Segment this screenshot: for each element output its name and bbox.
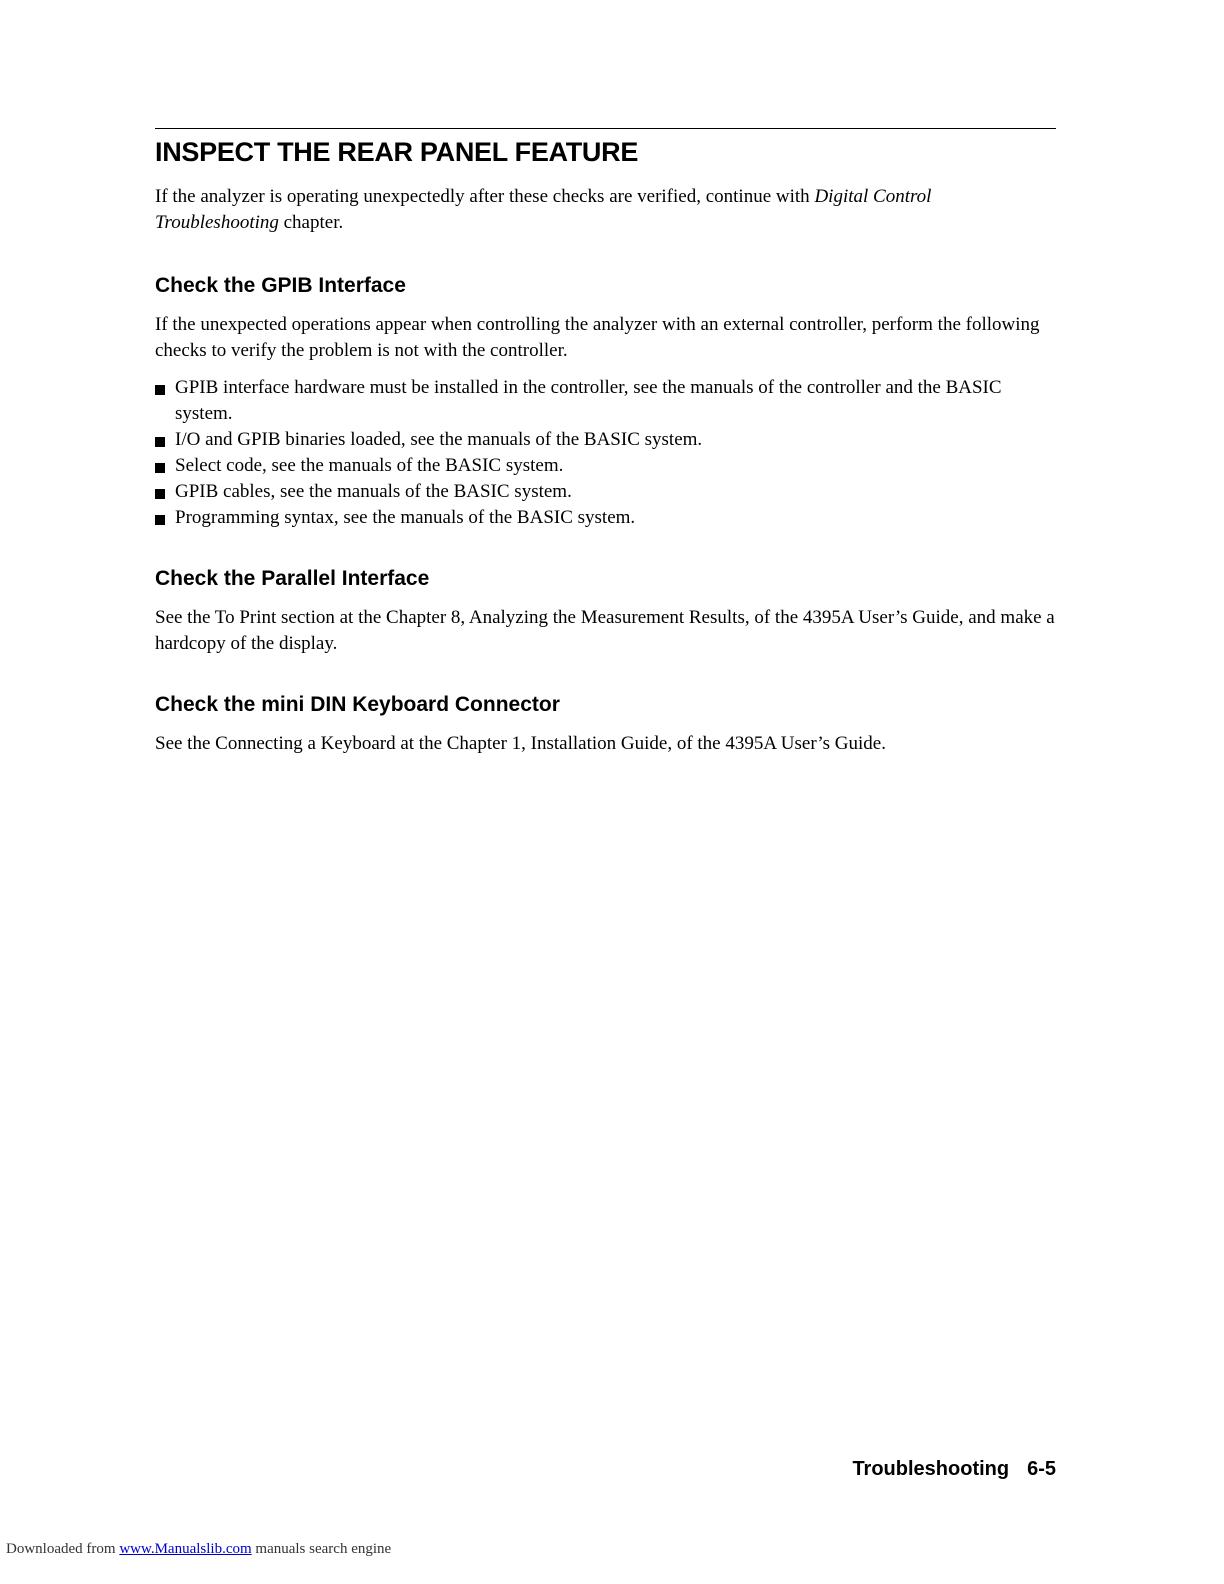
list-item [155,427,1056,453]
bullet-icon [155,437,165,447]
bullet-icon [155,385,165,395]
intro-text: If the analyzer is operating unexpectedly after these checks are verified, continue with [155,186,815,207]
gpib-checklist [155,375,1056,531]
download-notice [6,1541,391,1558]
page-footer [852,1458,1056,1481]
list-item-text: Programming syntax, see the manuals of the BASIC system. [175,507,636,528]
gpib-heading: Check the GPIB Interface [155,274,406,297]
section-title: INSPECT THE REAR PANEL FEATURE [155,137,639,167]
din-heading: Check the mini DIN Keyboard Connector [155,693,560,716]
list-item [155,375,1056,427]
bullet-icon [155,489,165,499]
list-item-text: GPIB interface hardware must be installed in the controller, see the manuals of the controller and the BASIC system. [175,377,1002,424]
bullet-icon [155,515,165,525]
bullet-icon [155,463,165,473]
list-item-text: Select code, see the manuals of the BASIC system. [175,455,564,476]
list-item [155,479,1056,505]
intro-text-end: chapter. [278,212,344,233]
manualslib-link[interactable]: www.Manualslib.com [119,1541,252,1557]
list-item-text: GPIB cables, see the manuals of the BASIC system. [175,481,572,502]
din-paragraph: See the Connecting a Keyboard at the Chapter 1, Installation Guide, of the 4395A User’s Guide. [155,733,886,754]
intro-chapter-ref: Digital Control Troubleshooting [155,186,932,233]
download-suffix: manuals search engine [251,1541,392,1557]
list-item-text: I/O and GPIB binaries loaded, see the manuals of the BASIC system. [175,429,703,450]
download-prefix: Downloaded from [6,1541,120,1557]
parallel-heading: Check the Parallel Interface [155,567,430,590]
list-item [155,505,1056,531]
page-content [155,128,1056,757]
list-item [155,453,1056,479]
gpib-paragraph: If the unexpected operations appear when controlling the analyzer with an external controller, perform the following checks to verify the problem is not with the controller. [155,314,1040,361]
top-rule [155,128,1056,129]
parallel-paragraph: See the To Print section at the Chapter 8, Analyzing the Measurement Results, of the 4395A User’s Guide, and make a hardcopy of the display. [155,607,1055,654]
footer-chapter: Troubleshooting [852,1458,1010,1480]
intro-paragraph [155,184,1056,236]
page-number: 6-5 [1027,1458,1056,1480]
